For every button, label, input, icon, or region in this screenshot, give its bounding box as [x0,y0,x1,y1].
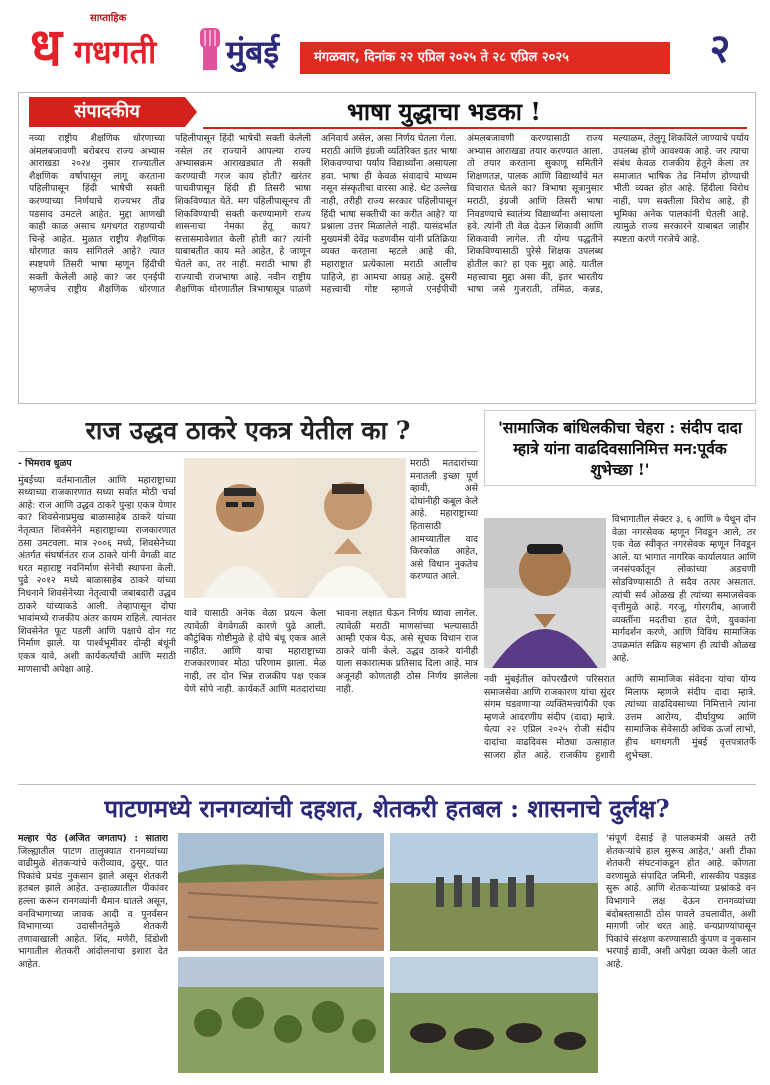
sandeep-dada-body-side: विभागातील सेक्टर ३, ६ आणि ७ येथून दोन वेळा नगरसेवक म्हणून निवडून आले, तर एक वेळ स्वीकृत नगरसेवक म्हणून निवडून आले. या भागात नागरिक कार्यालयात आणि जनसंपर्कातून लोकांच्या अडचणी सोडविण्यासाठी ते सदैव तत्पर असतात. त्यांची सर्व ओळख ही त्यांच्या समाजसेवक वृत्तीमुळे आहे. गरजू, गोरगरीब, आजारी व्यक्तींना मदतीचा हात देणे, युवकांना मार्गदर्शन करणे, आणि विविध सामाजिक उपक्रमांत सक्रिय सहभाग ही त्यांची ओळख आहे. [612,514,756,664]
sandeep-dada-body-cols: नवी मुंबईतील कोपरखैरणे परिसरात समाजसेवा आणि राजकारण यांचा सुंदर संगम घडवणाऱ्या व्यक्तिमत्त्वांपैकी एक म्हणजे आदरणीय संदीप (दादा) म्हात्रे. येत्या २२ एप्रिल २०२५ रोजी संदीप दादांचा वाढदिवस मोठ्या उत्साहात साजरा होत आहे. राजकीय हुशारी आणि सामाजिक संवेदना यांचा योग्य मिलाफ म्हणजे संदीप दादा म्हात्रे. त्यांच्या वाढदिवसाच्या निमित्ताने त्यांना उत्तम आरोग्य, दीर्घायुष्य आणि सामाजिक सेवेसाठी अधिक ऊर्जा लाभो, हीच धगधगती मुंबई वृत्तपत्रातर्फे शुभेच्छा. [484,674,756,761]
date-bar: मंगळवार, दिनांक २२ एप्रिल २०२५ ते २८ एप्रिल २०२५ [300,42,670,74]
patan-body-right: 'संपूर्ण देसाई हे पालकमंत्री असते तरी शेतकऱ्यांचे हाल सुरूच आहेत,' अशी टीका शेतकरी संघटनांकडून होत आहे. कोणता वरणामुळे संपादित जमिनी, शासकीय पडझड सुरू आहे. आणि शेतकऱ्यांच्या प्रश्नांकडे वन विभागाने लक्ष देऊन रानगव्यांच्या बंदोबस्तासाठी ठोस पावले उचलावीत, अशी मागणी जोर धरत आहे. वन्यप्राण्यांपासून पिकांचे संरक्षण करण्यासाठी कुंपण व नुकसान भरपाई द्यावी, अशी अपेक्षा व्यक्त केली जात आहे. [606,833,756,970]
logo-word: गधगती [74,33,157,71]
raj-uddhav-body-side: मराठी मतदारांच्या मनातली इच्छा पूर्ण व्हावी, असे दोघांनीही कबूल केले आहे. महाराष्ट्राच्या हितासाठी आमच्यातील वाद किरकोळ आहेत, असे विधान नुकतेच करण्यात आले. [410,458,478,583]
editorial-title[interactable]: भाषा युद्धाचा भडका ! [347,97,541,126]
logo-tagline: साप्ताहिक [90,13,127,24]
logo-initial: ध [30,17,62,78]
byline: मल्हार पेठ (अजित जगताप) : सातारा [18,833,168,844]
editorial-rule [203,127,747,129]
patan-body-left [18,833,168,1073]
editorial-section [18,92,756,404]
newspaper-logo[interactable] [30,8,290,88]
raj-uddhav-body-left [18,458,176,776]
masthead [0,0,770,92]
patan-headline[interactable]: पाटणमध्ये रानगव्यांची दहशत, शेतकरी हतबल : शासनाचे दुर्लक्ष? [104,794,670,823]
patan-article [18,784,756,1076]
sandeep-dada-article [484,410,756,778]
raised-fist-icon [196,26,224,72]
sandeep-dada-headline[interactable]: 'सामाजिक बांधिलकीचा चेहरा : संदीप दादा म्हात्रे यांना वाढदिवसानिमित्त मन:पूर्वक शुभेच्छा !' [484,410,756,486]
raj-uddhav-photo [184,458,406,598]
editorial-body: नव्या राष्ट्रीय शैक्षणिक धोरणाच्या अंमलबजावणी बरोबरच राज्य अभ्यास आराखडा २०२४ नुसार राज्यातील शैक्षणिक वर्षापासून लागू करताना पहिलीपासून हिंदी भाषेची सक्ती करण्याच्या निर्णयाचे राज्यभर तीव्र पडसाद उमटले आहेत. मुद्दा आणखी काही काळ असाच धगधगत राहण्याची चिन्हे आहेत. मुळात राष्ट्रीय शैक्षणिक धोरणात काय सांगितले आहे? त्यात स्पष्टपणे तिसरी भाषा म्हणून हिंदीची सक्ती केलेली आहे का? जर एनईपी म्हणजेच राष्ट्रीय शैक्षणिक धोरणात पहिलीपासून हिंदी भाषेची सक्ती केलेली नसेल तर राज्याने आपल्या राज्य अभ्यासक्रम आराखड्यात ती सक्ती करण्याची गरज काय होती? खरंतर पाचवीपासून हिंदी ही तिसरी भाषा शिकविण्यात येते. मग पहिलीपासूनच ती शिकविण्याची सक्ती करण्यामागे राज्य शासनाचा नेमका हेतू काय? सत्तासमावेशात केली होती का? त्यांनी याबाबतीत काय मते आहेत, हे जाणून घेतले का, तर नाही. मराठी भाषा ही राज्याची राजभाषा आहे. नवीन राष्ट्रीय शैक्षणिक धोरणातील त्रिभाषासूत्र पाळणे अनिवार्य असेल, असा निर्णय घेतला गेला. मराठी आणि इंग्रजी व्यतिरिक्त इतर भाषा शिकवण्याचा पर्याय विद्यार्थ्यांना असायला हवा. भाषा ही केवळ संवादाचे माध्यम नसून संस्कृतीचा वारसा आहे. थेट उल्लेख नाही, तरीही राज्य सरकार पहिलीपासून हिंदी भाषा सक्तीची का करीत आहे? या प्रश्नाला उत्तर मिळालेले नाही. यासंदर्भात मुख्यमंत्री देवेंद्र फडणवीस यांनी प्रतिक्रिया व्यक्त करताना म्हटले आहे की, महाराष्ट्रात प्रत्येकाला मराठी आलीच पाहिजे, हा आमचा आग्रह आहे. दुसरी महत्त्वाची गोष्ट म्हणजे एनईपीची अंमलबजावणी करण्यासाठी राज्य अभ्यास आराखडा तयार करण्यात आला. तो तयार करताना सुकाणू समितीने शिक्षणतज्ञ, पालक आणि विद्यार्थ्यांचे मत विचारात घेतले का? त्रिभाषा सूत्रानुसार मराठी, इंग्रजी आणि तिसरी भाषा निवडण्याचे स्वातंत्र्य विद्यार्थ्यांना असायला हवे. त्यांनी ती वेळ देऊन शिकावी आणि शिकवावी लागेल. ती योग्य पद्धतीने शिकविण्यासाठी पुरेसे शिक्षक उपलब्ध होतील का? हा एक मुद्दा आहे. यातील महत्त्वाचा मुद्दा असा की, इतर भारतीय भाषा जसे गुजराती, तमिळ, कन्नड, मल्याळम, तेलुगू शिकविले जाण्याचे पर्याय उपलब्ध होणे आवश्यक आहे. जर त्याचा संबंध केवळ राजकीय हेतूने केला तर समाजात भाषिक तेढ निर्माण होण्याची भीती व्यक्त होत आहे. हिंदीला विरोध नाही, पण सक्तीला विरोध आहे, ही भूमिका अनेक पालकांनी घेतली आहे. त्यामुळे राज्य सरकारने याबाबत जाहीर स्पष्टता करणे गरजेचे आहे. [29,133,749,296]
editorial-label: संपादकीय [29,97,185,127]
sandeep-dada-portrait [484,518,606,668]
raj-uddhav-body-cols: यावे यासाठी अनेक वेळा प्रयत्न केला त्यावेळी वेगवेगळी कारणे पुढे आली. कौटुंबिक गोष्टीमुळे हे दोघे बंधू एकत्र आले नाहीत. आणि याचा महाराष्ट्राच्या राजकारणावर मोठा परिणाम झाला. मेळ नाही, तर दोन भिन्न राजकीय पक्ष एकत्र येणे सोपे नाही. कार्यकर्ते आणि मतदारांच्या भावना लक्षात घेऊन निर्णय घ्यावा लागेल. त्यावेळी मराठी माणसांच्या भल्यासाठी आम्ही एकत्र येऊ, असे सूचक विधान राज ठाकरे यांनी केले. उद्धव ठाकरे यांनीही याला सकारात्मक प्रतिसाद दिला आहे. मात्र अजूनही कोणताही ठोस निर्णय झालेला नाही. [184,608,478,695]
patan-photo-collage [178,833,598,1073]
patan-text-left: जिल्ह्यातील पाटण तालुक्यात रानगव्यांच्या वाढीमुळे शेतकऱ्यांचे करीव्याव, ठुसूर, यात पिकांचे प्रचंड नुकसान झाले असून शेतकरी हतबल झाले आहेत. उन्हाळ्यातील पीकांवर हल्ला करून रानगव्यांनी थैमान घातले असून, वनविभागाच्या जावक आदी व पुनर्वसन विभागाच्या उदासीनतेमुळे शेतकरी तणावाखाली आहेत. शिंद, मणेरी, दिंडोशी भागातील शेतकरी आंदोलनाचा इशारा देत आहेत. [18,845,168,970]
raj-uddhav-text-left: मुंबईच्या वर्तमानातील आणि महाराष्ट्राच्या सध्याच्या राजकारणात सध्या सर्वात मोठी चर्चा आहे: राज आणि उद्धव ठाकरे पुन्हा एकत्र येणार का? शिवसेनाप्रमुख बाळासाहेब ठाकरे यांच्या नेतृत्वात शिवसेनेने महाराष्ट्राच्या राजकारणात ठसा उमटवला. मात्र २००६ मध्ये, शिवसेनेच्या अंतर्गत संघर्षानंतर राज ठाकरे यांनी वेगळी वाट धरत महाराष्ट्र नवनिर्माण सेनेची स्थापना केली. पुढे २०१२ मध्ये बाळासाहेब ठाकरे यांच्या निधनाने शिवसेनेच्या नेतृत्वाची जबाबदारी उद्धव ठाकरे यांच्याकडे आली. तेव्हापासून दोघा भावांमध्ये राजकीय अंतर कायम राहिले. त्यानंतर शिवसेनेत फूट पडली आणि पक्षाचे दोन गट निर्माण झाले. या पार्श्वभूमीवर दोन्ही बंधूंनी एकत्र यावे, अशी कार्यकर्त्यांची आणि मराठी माणसाची अपेक्षा आहे. [18,474,176,675]
page-number: २ [709,26,731,72]
logo-city: मुंबई [226,33,280,71]
raj-uddhav-headline[interactable]: राज उद्धव ठाकरे एकत्र येतील का ? [18,410,478,452]
byline: - भिमराव धुळप [18,458,72,469]
raj-uddhav-article [18,410,478,778]
